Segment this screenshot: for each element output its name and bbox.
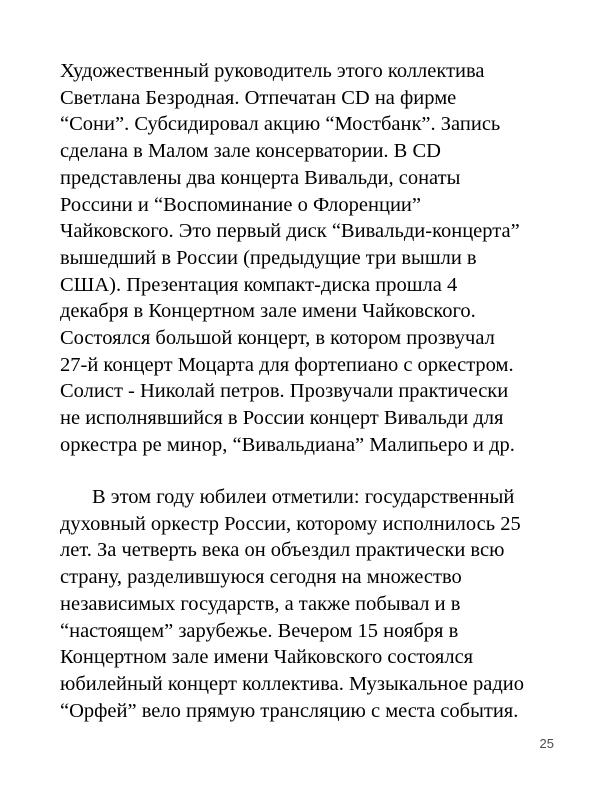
page-number: 25 <box>539 736 554 751</box>
paragraph-line: Состоялся большой концерт, в котором прозвучал <box>60 327 495 350</box>
paragraph-line: независимых государств, а также побывал и в <box>60 592 461 615</box>
paragraph-line: сделана в Малом зале консерватории. В CD <box>60 140 441 163</box>
paragraph-line: вышедший в России (предыдущие три вышли в <box>60 246 477 269</box>
paragraph-line: страну, разделившуюся сегодня на множество <box>60 566 462 589</box>
paragraph-line: Светлана Безродная. Отпечатан CD на фирме <box>60 86 457 109</box>
paragraph-line: юбилейный концерт коллектива. Музыкальное радио <box>60 672 525 695</box>
paragraph-line: В этом году юбилеи отметили: государственный <box>92 486 515 508</box>
paragraph-line: “Сони”. Субсидировал акцию “Мостбанк”. Запись <box>60 113 501 136</box>
paragraph-2 <box>60 484 560 724</box>
paragraph-1 <box>60 58 560 459</box>
paragraph-line: не исполнявшийся в России концерт Вивальди для <box>60 407 504 430</box>
paragraph-line: Художественный руководитель этого коллектива <box>60 60 485 82</box>
paragraph-line: оркестра ре минор, “Вивальдиана” Малипьеро и др. <box>60 433 515 456</box>
paragraph-line: 27-й концерт Моцарта для фортепиано с оркестром. <box>60 353 514 376</box>
paragraph-line: представлены два концерта Вивальди, сонаты <box>60 166 461 189</box>
paragraph-line: Солист - Николай петров. Прозвучали практически <box>60 380 509 403</box>
paragraph-line: “настоящем” зарубежье. Вечером 15 ноября в <box>60 619 459 642</box>
paragraph-line: Чайковского. Это первый диск “Вивальди-концерта” <box>60 220 520 243</box>
paragraph-line: духовный оркестр России, которому исполнилось 25 <box>60 512 521 535</box>
paragraph-line: Россини и “Воспоминание о Флоренции” <box>60 193 421 216</box>
paragraph-line: “Орфей” вело прямую трансляцию с места события. <box>60 699 519 722</box>
paragraph-line: США). Презентация компакт-диска прошла 4 <box>60 273 458 296</box>
paragraph-line: лет. За четверть века он объездил практически всю <box>60 539 505 562</box>
paragraph-line: Концертном зале имени Чайковского состоялся <box>60 646 474 669</box>
paragraph-line: декабря в Концертном зале имени Чайковского. <box>60 300 476 323</box>
